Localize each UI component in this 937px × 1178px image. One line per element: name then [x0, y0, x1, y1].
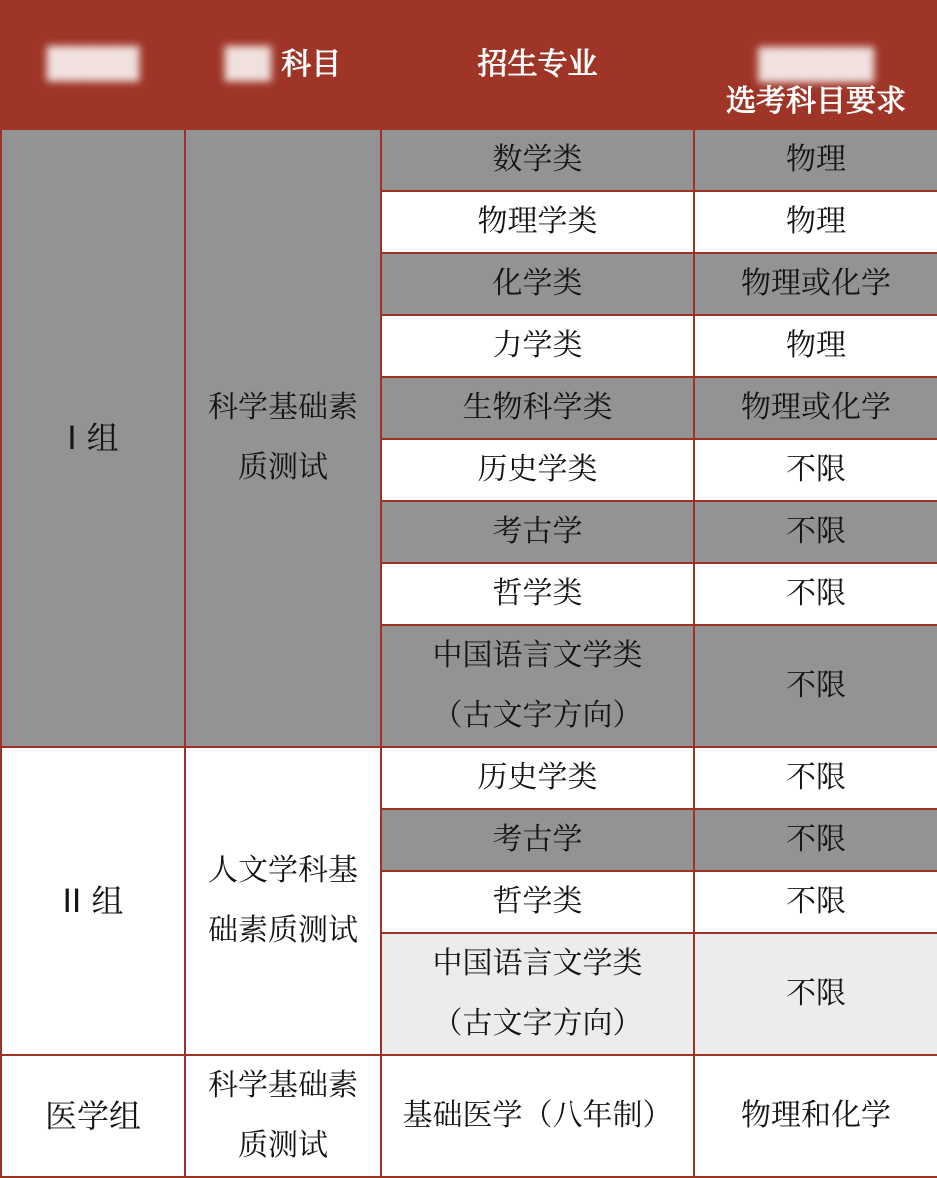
major-cell: 生物科学类 [381, 377, 694, 439]
major-cell [381, 933, 694, 1055]
major-line1: 中国语言文学类 [432, 638, 643, 673]
table-row [1, 1055, 937, 1177]
requirement-cell: 物理 [694, 129, 937, 191]
header-group-col [1, 1, 185, 129]
blurred-header-text: ████ [46, 47, 140, 82]
major-cell: 考古学 [381, 501, 694, 563]
requirement-cell: 物理或化学 [694, 253, 937, 315]
requirement-cell: 不限 [694, 501, 937, 563]
blurred-header-prefix: ██ [224, 47, 271, 82]
major-cell: 考古学 [381, 809, 694, 871]
table-row [1, 747, 937, 809]
major-cell: 化学类 [381, 253, 694, 315]
group-name: I 组 [1, 129, 185, 747]
requirement-cell: 物理 [694, 191, 937, 253]
major-cell: 物理学类 [381, 191, 694, 253]
major-cell: 数学类 [381, 129, 694, 191]
major-cell: 哲学类 [381, 871, 694, 933]
major-cell: 哲学类 [381, 563, 694, 625]
header-requirement-col [694, 1, 937, 129]
group-subject-text: 人文学科基础素质测试 [208, 853, 358, 948]
major-line1: 中国语言文学类 [432, 946, 643, 981]
major-cell: 历史学类 [381, 439, 694, 501]
major-cell: 基础医学（八年制） [381, 1055, 694, 1177]
major-line2: （古文字方向） [432, 698, 643, 733]
requirement-cell: 不限 [694, 439, 937, 501]
group-subject [185, 129, 381, 747]
group-name: 医学组 [1, 1055, 185, 1177]
requirement-cell: 不限 [694, 933, 937, 1055]
group-subject [185, 747, 381, 1055]
group-subject-text: 科学基础素质测试 [208, 1068, 358, 1163]
major-line2: （古文字方向） [432, 1006, 643, 1041]
major-cell [381, 625, 694, 747]
header-major-label: 招生专业 [477, 47, 598, 82]
requirement-cell: 不限 [694, 871, 937, 933]
major-cell: 力学类 [381, 315, 694, 377]
header-requirement-label: 选考科目要求 [726, 84, 906, 119]
header-subject-label: 科目 [281, 47, 342, 82]
requirement-cell: 物理和化学 [694, 1055, 937, 1177]
header-major-col [381, 1, 694, 129]
group-name: II 组 [1, 747, 185, 1055]
requirement-cell: 不限 [694, 625, 937, 747]
group-subject-text: 科学基础素质测试 [208, 390, 358, 485]
requirement-cell: 不限 [694, 747, 937, 809]
major-cell: 历史学类 [381, 747, 694, 809]
requirement-cell: 物理 [694, 315, 937, 377]
header-subject-col [185, 1, 381, 129]
requirement-cell: 不限 [694, 809, 937, 871]
blurred-header-top: █████ [758, 48, 874, 83]
group-subject [185, 1055, 381, 1177]
requirement-cell: 物理或化学 [694, 377, 937, 439]
table-row [1, 129, 937, 191]
requirement-cell: 不限 [694, 563, 937, 625]
header-row [1, 1, 937, 129]
